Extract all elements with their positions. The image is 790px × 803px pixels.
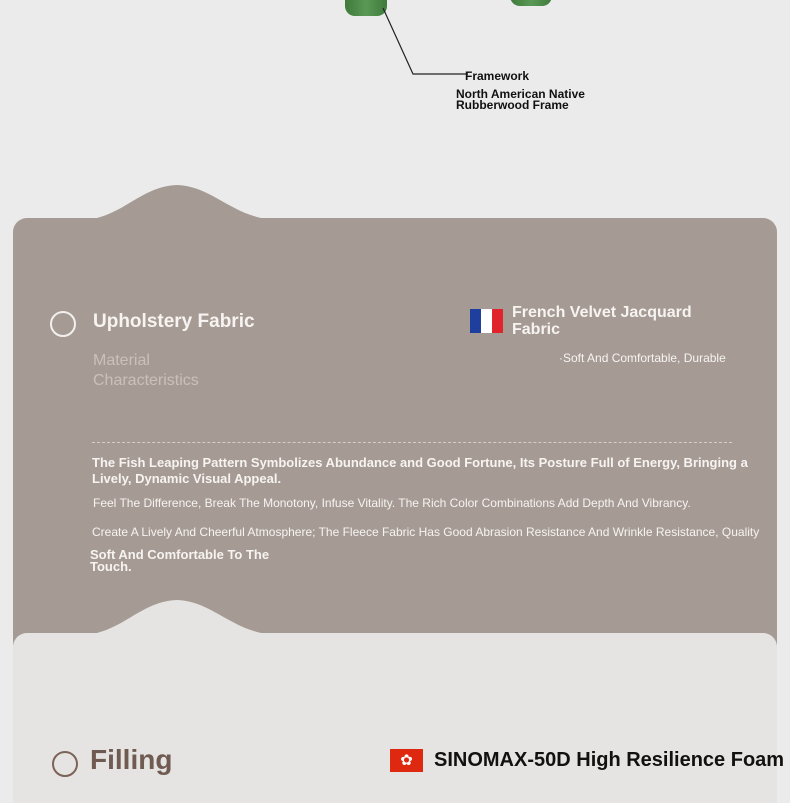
card-tab-bump: [80, 599, 280, 635]
framework-label: Framework: [465, 69, 530, 83]
france-flag-icon: [470, 309, 503, 333]
material-characteristics-label: Material Characteristics: [93, 352, 199, 389]
description-line: Create A Lively And Cheerful Atmosphere; The Fleece Fabric Has Good Abrasion Resistance And Wrinkle Resistance, Quality: [92, 525, 760, 539]
fabric-name: French Velvet Jacquard Fabric: [512, 304, 692, 338]
hong-kong-flag-icon: ✿: [390, 749, 423, 772]
description-line: Soft And Comfortable To The Touch.: [90, 547, 270, 574]
filling-title: Filling: [90, 744, 173, 775]
callout-line: [0, 0, 790, 120]
fabric-description: ·Soft And Comfortable, Durable: [559, 351, 726, 365]
divider: [92, 442, 732, 443]
card-tab-bump: [80, 184, 280, 220]
description-line: Feel The Difference, Break The Monotony, Infuse Vitality. The Rich Color Combinations Add Depth And Vibrancy.: [93, 496, 691, 510]
filling-card: [13, 633, 777, 803]
description-line: The Fish Leaping Pattern Symbolizes Abundance and Good Fortune, Its Posture Full of Energy, Bringing a Lively, Dynamic Visual Appeal.: [92, 455, 748, 486]
section-marker-icon: [52, 751, 78, 777]
section-marker-icon: [50, 311, 76, 337]
framework-description: North American Native Rubberwood Frame: [456, 87, 585, 112]
foam-name: SINOMAX-50D High Resilience Foam: [434, 749, 785, 771]
upholstery-card: [13, 218, 777, 648]
upholstery-title: Upholstery Fabric: [93, 311, 255, 332]
